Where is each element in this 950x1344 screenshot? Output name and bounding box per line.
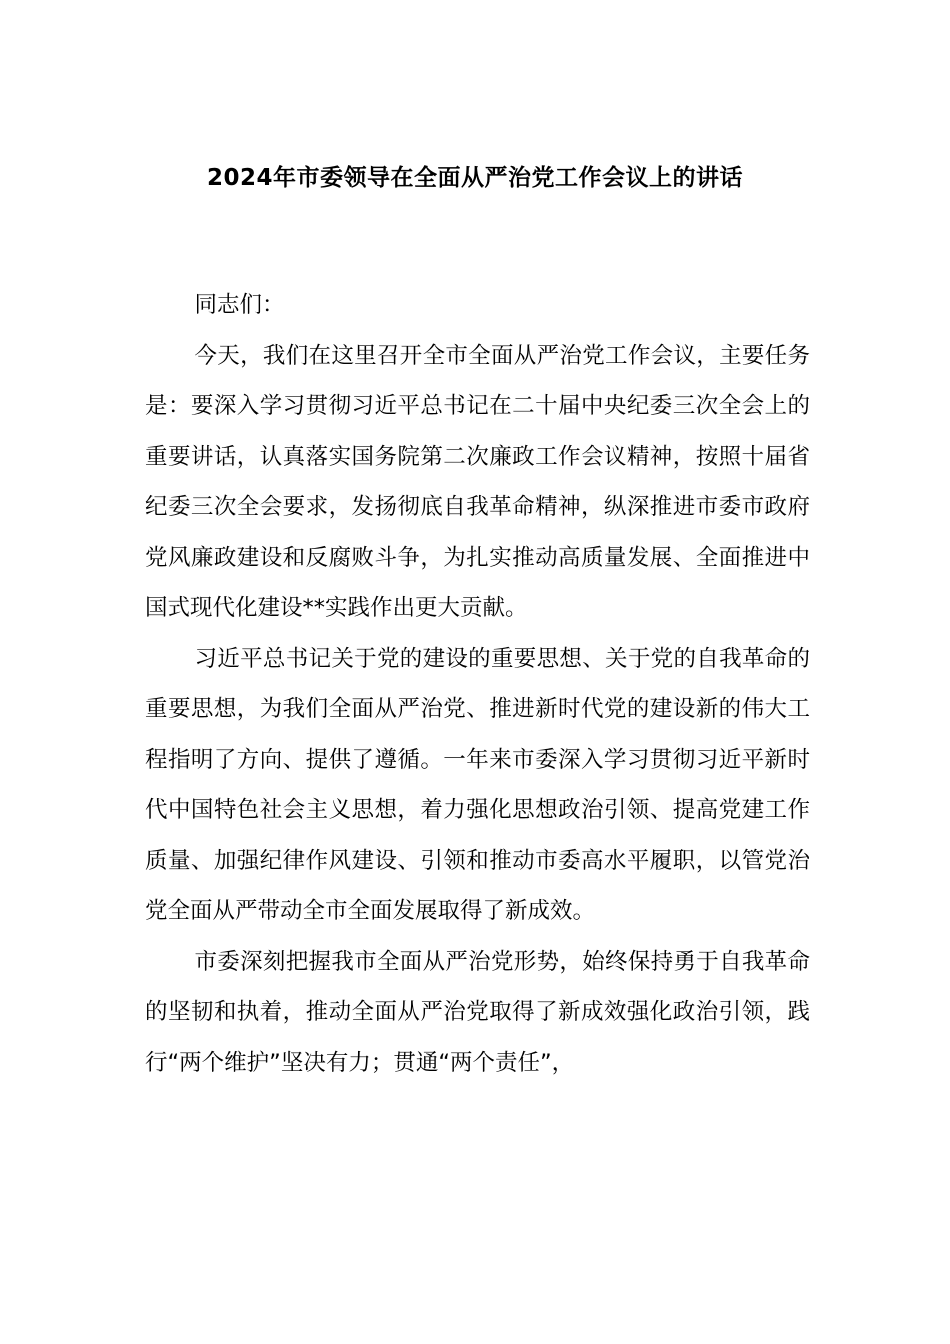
paragraph-3: 市委深刻把握我市全面从严治党形势，始终保持勇于自我革命的坚韧和执着，推动全面从严治党取得了新成效强化政治引领，践行“两个维护”坚决有力；贯通“两个责任”， bbox=[145, 948, 810, 1076]
document-body bbox=[145, 280, 810, 1088]
paragraph-2: 习近平总书记关于党的建设的重要思想、关于党的自我革命的重要思想，为我们全面从严治党、推进新时代党的建设新的伟大工程指明了方向、提供了遵循。一年来市委深入学习贯彻习近平新时代中国特色社会主义思想，着力强化思想政治引领、提高党建工作质量、加强纪律作风建设、引领和推动市委高水平履职，以管党治党全面从严带动全市全面发展取得了新成效。 bbox=[145, 645, 810, 924]
document-title: 2024年市委领导在全面从严治党工作会议上的讲话 bbox=[206, 165, 743, 191]
paragraph-1: 今天，我们在这里召开全市全面从严治党工作会议，主要任务是：要深入学习贯彻习近平总书记在二十届中央纪委三次全会上的重要讲话，认真落实国务院第二次廉政工作会议精神，按照十届省纪委三次全会要求，发扬彻底自我革命精神，纵深推进市委市政府党风廉政建设和反腐败斗争，为扎实推动高质量发展、全面推进中国式现代化建设**实践作出更大贡献。 bbox=[145, 342, 810, 621]
greeting: 同志们： bbox=[194, 292, 285, 318]
